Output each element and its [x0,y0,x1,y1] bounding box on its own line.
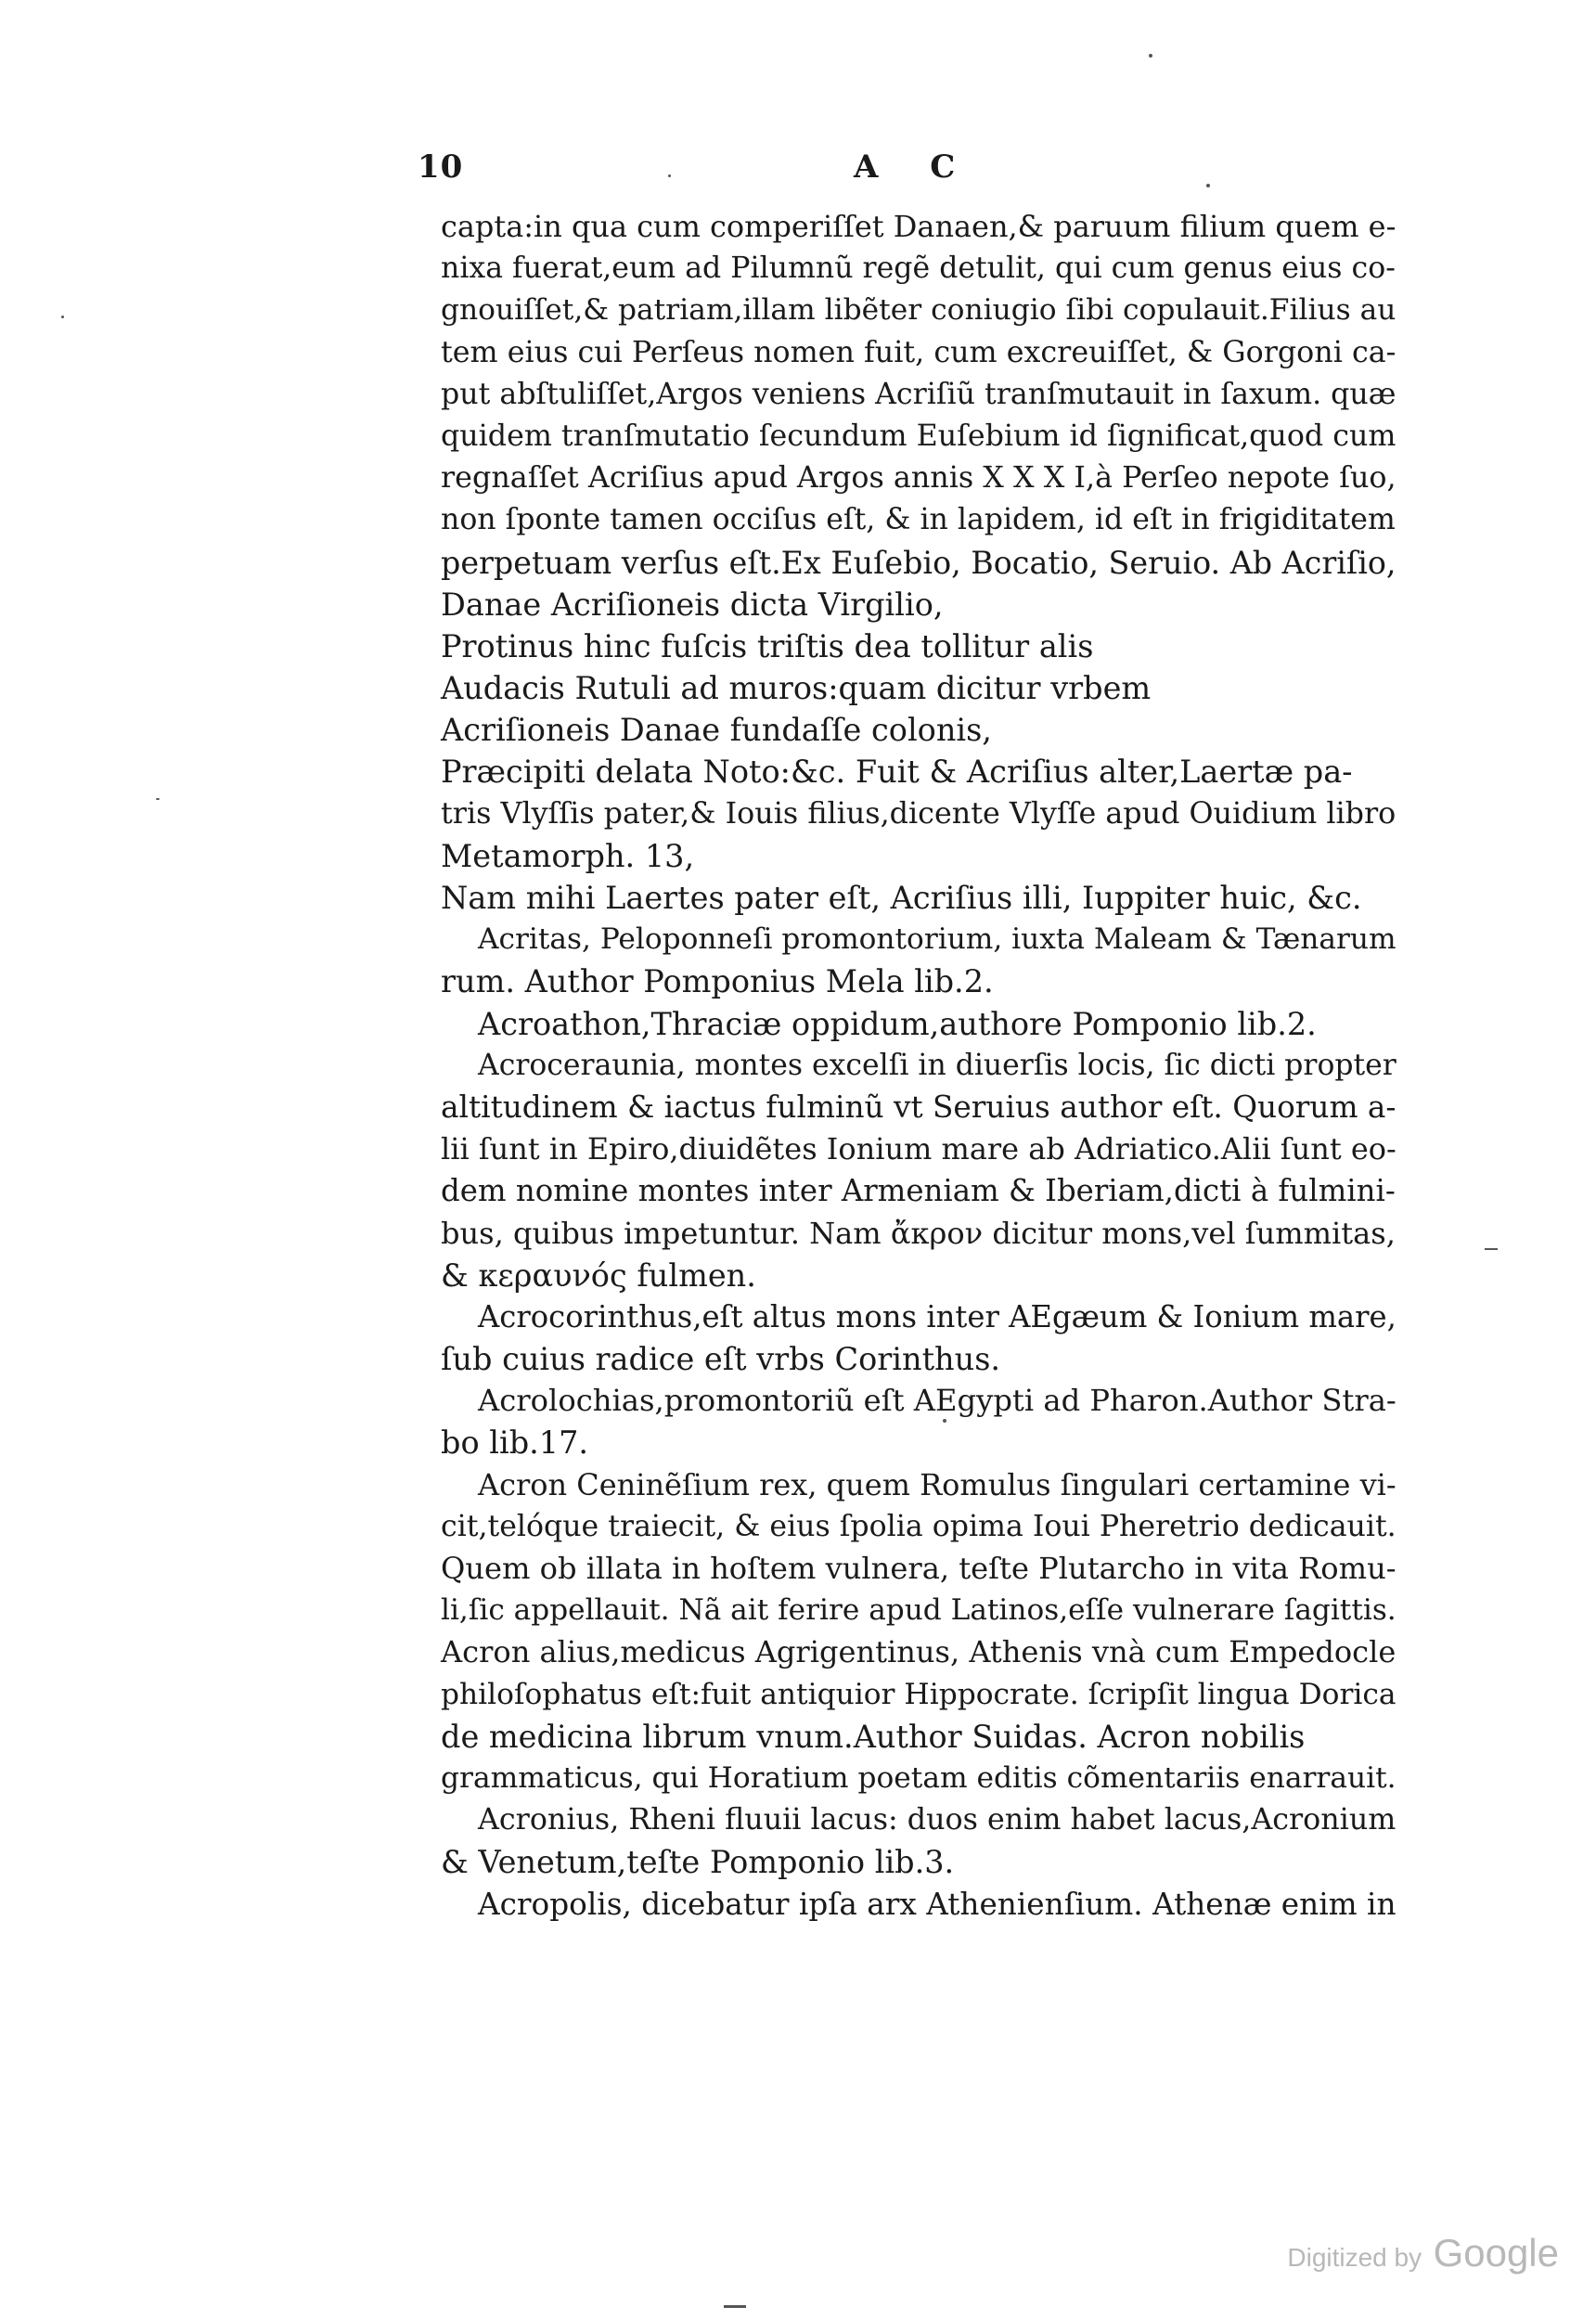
text-line: dem nomine montes inter Armeniam & Iberiam,dicti à fulmini- [441,1173,1396,1209]
text-line: altitudinem & iactus fulminũ vt Seruius author eſt. Quorum a- [441,1089,1396,1125]
text-line: ſub cuius radice eſt vrbs Corinthus. [441,1341,1001,1378]
text-line: Acrocorinthus,eſt altus mons inter AEgæum & Ionium mare, [478,1298,1396,1334]
scan-speck [1206,184,1210,187]
text-line: tris Vlyſſis pater,& Iouis filius,dicente Vlyſſe apud Ouidium libro [441,796,1396,831]
text-line: gnouiſſet,& patriam,illam libẽter coniugio ſibi copulauit.Filius au [441,293,1396,328]
text-line: Acronius, Rheni fluuii lacus: duos enim habet lacus,Acronium [478,1803,1396,1837]
text-line: capta:in qua cum comperiſſet Danaen,& paruum filium quem e- [441,209,1396,244]
running-head: A C [854,148,976,186]
text-line: Quem ob illata in hoſtem vulnera, teſte Plutarcho in vita Romu- [441,1551,1396,1586]
text-line: Audacis Rutuli ad muros:quam dicitur vrbem [441,670,1152,707]
text-line: put abſtuliſſet,Argos veniens Acriſiũ tranſmutauit in ſaxum. quæ [441,377,1396,411]
text-line: Acritas, Peloponneſi promontorium, iuxta Maleam & Tænarum [478,922,1396,957]
text-line: Protinus hinc fuſcis triſtis dea tollitur alis [441,627,1094,664]
text-line: quidem tranſmutatio ſecundum Euſebium id ſignificat,quod cum [441,419,1396,453]
text-line: grammaticus, qui Horatium poetam editis cõmentariis enarrauit. [441,1760,1396,1795]
scan-speck [156,798,160,800]
text-line: de medicina librum vnum.Author Suidas. Acron nobilis [441,1718,1306,1755]
page-header [418,148,1392,195]
text-line: lii ſunt in Epiro,diuidẽtes Ionium mare ab Adriatico.Alii ſunt eo- [441,1131,1396,1167]
text-line: Acrolochias,promontoriũ eſt AEgypti ad Pharon.Author Stra- [478,1383,1396,1419]
text-line: Danae Acriſioneis dicta Virgilio, [441,586,944,623]
scan-speck [668,174,671,177]
text-line: Præcipiti delata Noto:&c. Fuit & Acriſius alter,Laertæ pa- [441,754,1353,791]
watermark-brand: Google [1433,2231,1559,2275]
text-line: Acron alius,medicus Agrigentinus, Athenis vnà cum Empedocle [441,1634,1396,1670]
body-text [441,206,1396,1926]
text-line: Nam mihi Laertes pater eſt, Acriſius illi, Iuppiter huic, &c. [441,880,1362,916]
text-line: li,ſic appellauit. Nã ait ferire apud Latinos,eſſe vulnerare ſagittis. [441,1593,1396,1628]
text-line: bo lib.17. [441,1424,589,1462]
text-line: nixa fuerat,eum ad Pilumnũ regẽ detulit, qui cum genus eius co- [441,251,1396,286]
text-line: non ſponte tamen occiſus eſt, & in lapidem, id eſt in frigiditatem [441,503,1396,537]
text-line: & κεραυνός fulmen. [441,1257,756,1294]
scan-speck [724,2305,746,2308]
text-line: perpetuam verſus eſt.Ex Euſebio, Bocatio, Seruio. Ab Acriſio, [441,544,1396,581]
text-line: philoſophatus eſt:fuit antiquior Hippocrate. ſcripſit lingua Dorica [441,1677,1396,1711]
google-watermark [1287,2231,1559,2275]
text-line: tem eius cui Perſeus nomen fuit, cum excreuiſſet, & Gorgoni ca- [441,335,1396,369]
text-line: rum. Author Pomponius Mela lib.2. [441,963,994,1000]
scan-speck [943,1419,946,1423]
text-line: Acropolis, dicebatur ipſa arx Athenienſium. Athenæ enim in [478,1886,1396,1922]
text-line: Acroceraunia, montes excelſi in diuerſis locis, ſic dicti propter [478,1048,1396,1082]
text-line: cit,telóque traiecit, & eius ſpolia opima Ioui Pheretrio dedicauit. [441,1509,1396,1543]
scan-speck [61,316,64,318]
text-line: regnaſſet Acriſius apud Argos annis X X X I,à Perſeo nepote ſuo, [441,461,1396,496]
scan-speck [1485,1248,1498,1250]
text-line: bus, quibus impetuntur. Nam ἄκρον dicitur mons,vel ſummitas, [441,1215,1396,1251]
text-line: Metamorph. 13, [441,837,695,874]
text-line: Acroathon,Thraciæ oppidum,authore Pomponio lib.2. [478,1005,1317,1042]
watermark-prefix: Digitized by [1287,2243,1422,2272]
scan-speck [1149,54,1152,58]
text-line: Acriſioneis Danae fundaſſe colonis, [441,712,992,749]
page-number: 10 [418,148,464,186]
text-line: & Venetum,teſte Pomponio lib.3. [441,1844,955,1881]
text-line: Acron Ceninẽſium rex, quem Romulus ſingulari certamine vi- [478,1466,1396,1502]
